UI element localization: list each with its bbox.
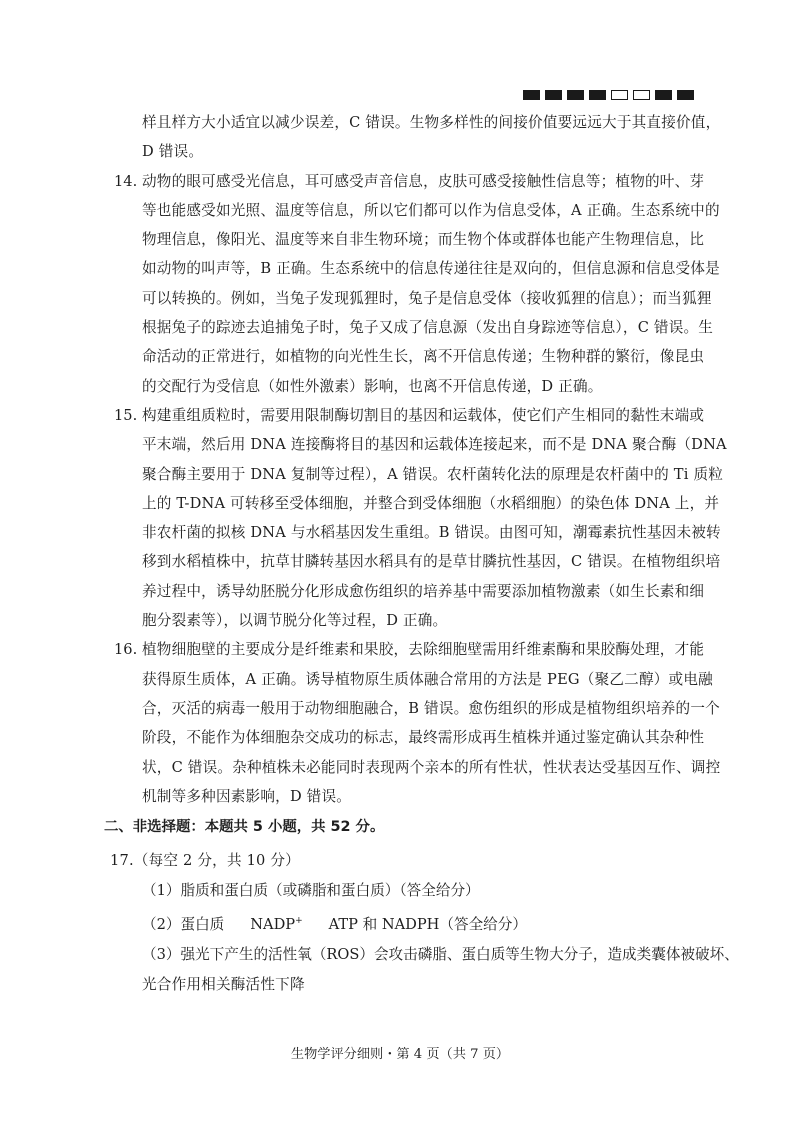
text-line: 如动物的叫声等，B 正确。生态系统中的信息传递往往是双向的，但信息源和信息受体是 bbox=[142, 260, 720, 278]
text-line: 聚合酶主要用于 DNA 复制等过程），A 错误。农杆菌转化法的原理是农杆菌中的 Ti 质粒 bbox=[142, 465, 724, 483]
question-header: 17.（每空 2 分，共 10 分） bbox=[110, 852, 300, 870]
section-heading: 二、非选择题：本题共 5 小题，共 52 分。 bbox=[104, 819, 385, 836]
text-line: 获得原生质体，A 正确。诱导植物原生质体融合常用的方法是 PEG（聚乙二醇）或电融 bbox=[142, 670, 713, 688]
text-line: 动物的眼可感受光信息，耳可感受声音信息，皮肤可感受接触性信息等；植物的叶、芽 bbox=[142, 172, 705, 190]
filled-block bbox=[523, 90, 540, 100]
filled-block bbox=[567, 90, 584, 100]
text-line: 物理信息，像阳光、温度等来自非生物环境；而生物个体或群体也能产生物理信息，比 bbox=[142, 231, 705, 249]
empty-block bbox=[633, 90, 650, 100]
text-line: 阶段，不能作为体细胞杂交成功的标志，最终需形成再生植株并通过鉴定确认其杂种性 bbox=[142, 729, 705, 747]
text-line: 的交配行为受信息（如性外激素）影响，也离不开信息传递，D 正确。 bbox=[142, 377, 603, 395]
text-line: 胞分裂素等），以调节脱分化等过程，D 正确。 bbox=[142, 612, 448, 630]
filled-block bbox=[655, 90, 672, 100]
text-line: 命活动的正常进行，如植物的向光性生长，离不开信息传递；生物种群的繁衍，像昆虫 bbox=[142, 348, 705, 366]
text-line: 可以转换的。例如，当兔子发现狐狸时，兔子是信息受体（接收狐狸的信息）；而当狐狸 bbox=[142, 289, 712, 307]
text-line: 构建重组质粒时，需要用限制酶切割目的基因和运载体，使它们产生相同的黏性末端或 bbox=[142, 406, 705, 424]
intro-paragraph bbox=[104, 108, 721, 167]
page-footer: 生物学评分细则・第 4 页（共 7 页） bbox=[290, 1047, 510, 1062]
answer-item-14 bbox=[104, 167, 720, 401]
item-number: 15. bbox=[114, 406, 138, 424]
text-line: 上的 T-DNA 可转移至受体细胞，并整合到受体细胞（水稻细胞）的染色体 DNA 上，并 bbox=[142, 494, 720, 512]
text-line: 平末端，然后用 DNA 连接酶将目的基因和运载体连接起来，而不是 DNA 聚合酶（DNA bbox=[142, 436, 727, 454]
filled-block bbox=[677, 90, 694, 100]
sub-answer-1: （1）脂质和蛋白质（或磷脂和蛋白质）（答全给分） bbox=[142, 881, 480, 899]
page-progress-indicator bbox=[523, 90, 694, 100]
sub-answer-3-line-1: （3）强光下产生的活性氧（ROS）会攻击磷脂、蛋白质等生物大分子，造成类囊体被破坏、 bbox=[142, 945, 739, 963]
text-line: D 错误。 bbox=[142, 143, 204, 161]
item-number: 14. bbox=[114, 172, 138, 190]
text-line: 养过程中，诱导幼胚脱分化形成愈伤组织的培养基中需要添加植物激素（如生长素和细 bbox=[142, 582, 705, 600]
text-line: 合，灭活的病毒一般用于动物细胞融合，B 错误。愈伤组织的形成是植物组织培养的一个 bbox=[142, 699, 720, 717]
answer-item-16 bbox=[104, 635, 721, 811]
sub-answer-3-line-2: 光合作用相关酶活性下降 bbox=[142, 975, 305, 993]
superscript-plus: + bbox=[295, 915, 303, 926]
answer-item-15 bbox=[104, 401, 727, 635]
text-line: 非农杆菌的拟核 DNA 与水稻基因发生重组。B 错误。由图可知，潮霉素抗性基因未被转 bbox=[142, 524, 721, 542]
empty-block bbox=[611, 90, 628, 100]
document-body bbox=[104, 108, 739, 999]
text-line: 样且样方大小适宜以减少误差，C 错误。生物多样性的间接价值要远远大于其直接价值， bbox=[142, 114, 721, 131]
sub-answer-2 bbox=[104, 906, 696, 940]
sub-answer-2-part-a: （2）蛋白质 bbox=[142, 915, 225, 933]
filled-block bbox=[545, 90, 562, 100]
sub-answer-2-part-c: ATP 和 NADPH（答全给分） bbox=[328, 915, 527, 933]
sub-answer-2-part-b: NADP bbox=[250, 915, 296, 933]
filled-block bbox=[589, 90, 606, 100]
text-line: 状，C 错误。杂种植株未必能同时表现两个亲本的所有性状，性状表达受基因互作、调控 bbox=[142, 758, 721, 776]
item-number: 16. bbox=[114, 641, 138, 659]
text-line: 机制等多种因素影响，D 错误。 bbox=[142, 787, 352, 805]
question-17 bbox=[104, 846, 739, 999]
text-line: 移到水稻植株中，抗草甘膦转基因水稻具有的是草甘膦抗性基因，C 错误。在植物组织培 bbox=[142, 553, 721, 571]
text-line: 植物细胞壁的主要成分是纤维素和果胶，去除细胞壁需用纤维素酶和果胶酶处理，才能 bbox=[142, 641, 705, 659]
text-line: 根据兔子的踪迹去追捕兔子时，兔子又成了信息源（发出自身踪迹等信息），C 错误。生 bbox=[142, 319, 714, 337]
text-line: 等也能感受如光照、温度等信息，所以它们都可以作为信息受体，A 正确。生态系统中的 bbox=[142, 201, 720, 219]
